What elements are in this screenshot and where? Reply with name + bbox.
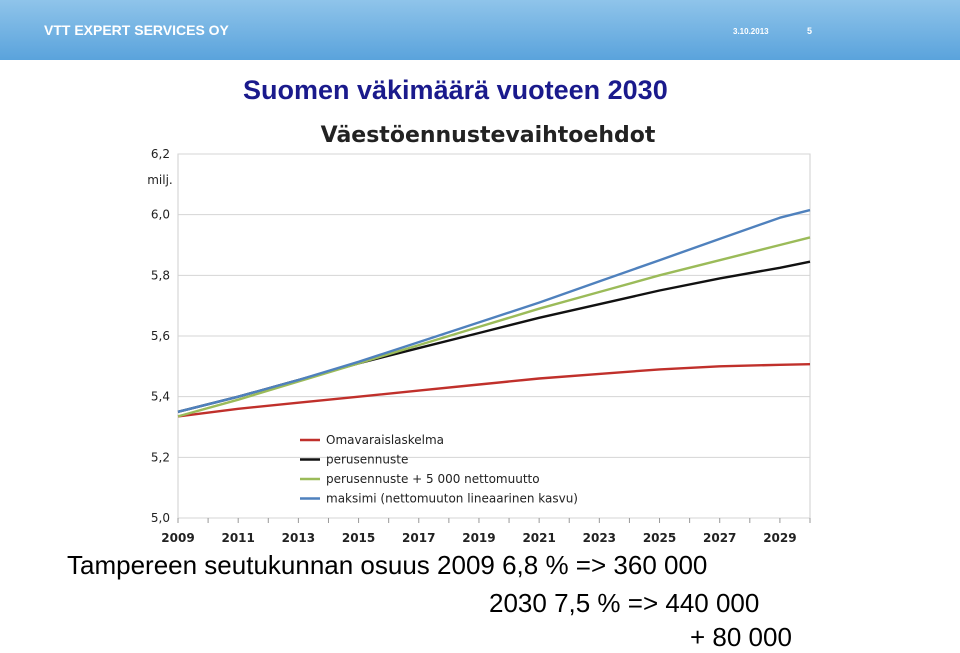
y-axis (151, 147, 170, 525)
page-number: 5 (807, 26, 813, 36)
y-tick-label: 6,2 (150, 147, 170, 161)
x-tick-label: 2019 (462, 531, 496, 545)
y-tick-label: 5,0 (150, 511, 170, 525)
x-tick-label: 2017 (402, 531, 436, 545)
legend-label: maksimi (nettomuuton lineaarinen kasvu) (326, 491, 578, 506)
legend-label: perusennuste + 5 000 nettomuutto (326, 472, 540, 486)
x-tick-label: 2009 (161, 531, 195, 545)
x-tick-label: 2011 (221, 531, 255, 545)
y-tick-label: 5,4 (150, 389, 170, 404)
brand-name: VTT EXPERT SERVICES OY (44, 22, 229, 38)
x-axis (161, 518, 810, 545)
grid-layer (178, 154, 810, 518)
x-tick-label: 2013 (281, 531, 316, 545)
share-text-line1: Tampereen seutukunnan osuus 2009 6,8 % => 360 000 (67, 550, 708, 580)
legend-label: perusennuste (326, 452, 409, 467)
slide-date: 3.10.2013 (733, 27, 769, 36)
x-tick-label: 2029 (763, 531, 797, 545)
y-tick-label: 5,2 (150, 450, 170, 465)
header-bar (0, 0, 960, 60)
y-tick-label: 5,8 (150, 268, 170, 283)
slide-title: Suomen väkimäärä vuoteen 2030 (243, 75, 668, 105)
x-tick-label: 2023 (582, 531, 617, 545)
y-tick-label: 6,0 (150, 207, 170, 222)
population-forecast-chart (130, 112, 820, 552)
x-tick-label: 2025 (642, 531, 677, 545)
y-tick-label: 5,6 (150, 329, 170, 343)
chart-title: Väestöennustevaihtoehdot (320, 123, 656, 148)
chart-ylabel: milj. (147, 173, 173, 187)
x-tick-label: 2027 (703, 531, 737, 545)
share-text-line3: + 80 000 (690, 622, 792, 652)
x-tick-label: 2021 (522, 531, 556, 545)
share-text-line2: 2030 7,5 % => 440 000 (489, 588, 760, 618)
x-tick-label: 2015 (341, 531, 376, 545)
legend-label: Omavaraislaskelma (326, 433, 445, 447)
